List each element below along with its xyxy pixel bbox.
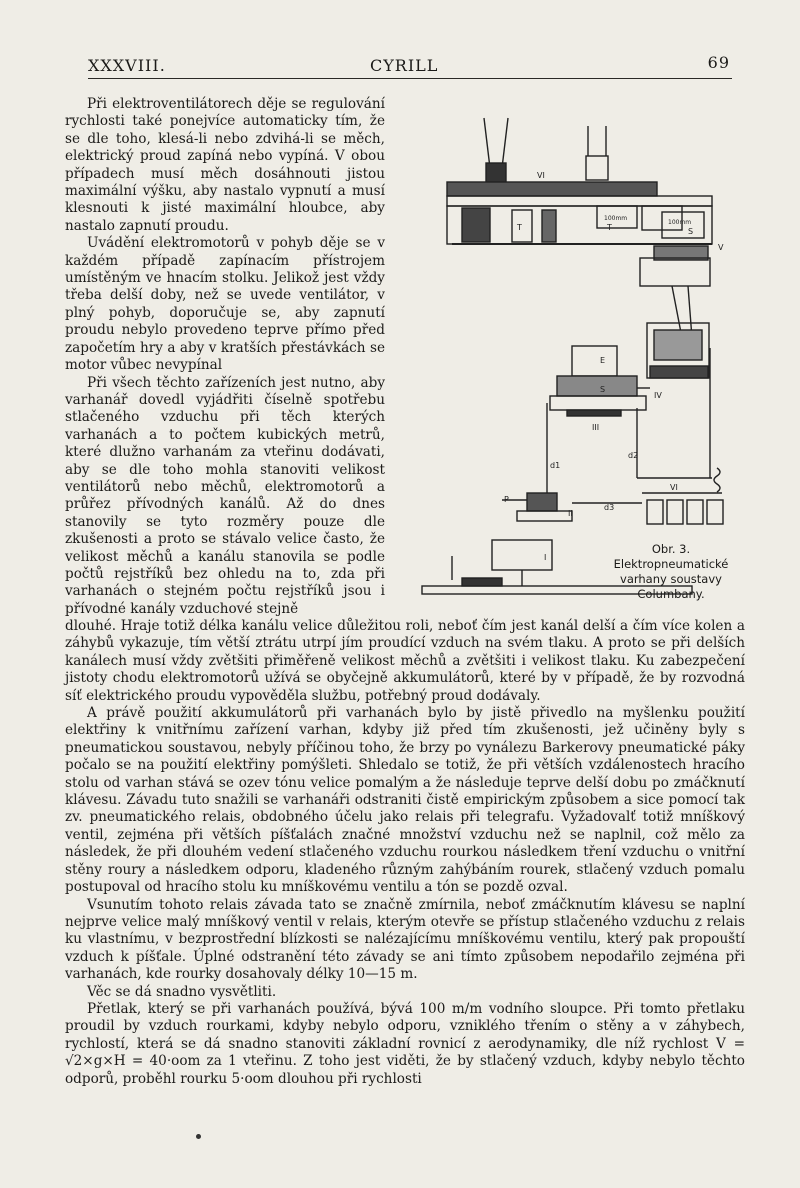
figure-label: V: [718, 243, 724, 252]
paragraph: Při elektroventilátorech děje se regulování rychlosti také ponejvíce automaticky tím, že se dle toho, klesá-li nebo zdvihá-li se měch, elektrický proud zapíná nebo vypíná. V obou případech musí měch dosáhnouti jistou maximální výšku, aby nastalo vypnutí a musí klesnouti k jisté maximální hloubce, aby nastalo zapnutí proudu.: [65, 96, 385, 234]
volume-number: XXXVIII.: [88, 56, 166, 75]
figure-label: II: [568, 509, 573, 518]
figure-label: T: [517, 223, 522, 232]
figure-caption: [596, 542, 746, 602]
figure-label: III: [592, 423, 600, 432]
figure-label: IV: [654, 391, 662, 400]
running-title: CYRILL: [370, 56, 439, 75]
paragraph: Vsunutím tohoto relais závada tato se značně zmírnila, neboť zmáčknutím klávesu se naplní nejprve velice malý mníškový ventil v relais, kterým otevře se přístup stlačeného vzduchu z relais ku vlastnímu, v bezprostřední blízkosti se nalézajícímu mníškovému ventilu, který pak propouští vzduch k píšťale. Úplné odstranění této závady se ani tímto způsobem nepodařilo zejména při varhanách, kde rourky dosahovaly délky 10—15 m.: [65, 896, 745, 983]
figure-label: d1: [550, 461, 561, 470]
figure-label: I: [544, 553, 547, 562]
paragraph: Přetlak, který se při varhanách používá, bývá 100 m/m vodního sloupce. Při tomto přetlaku proudil by vzduch rourkami, kdyby nebylo odporu, vzniklého třením o stěny a v záhybech, rychlostí, která se dá snadno stanoviti základní rovnicí z aerodynamiky, dle níž rychlost V = √2×g×H = 40·oom za 1 vteřinu. Z toho jest viděti, že by stlačený vzduch, kdyby nebylo těchto odporů, proběhl rourku 5·oom dlouhou při rychlosti: [65, 1000, 745, 1087]
figure-label: 100mm: [604, 215, 628, 222]
page-number: 69: [707, 53, 730, 72]
figure-caption-title: Obr. 3.: [651, 542, 691, 556]
paragraph: Uvádění elektromotorů v pohyb děje se v každém případě zapínacím přístrojem umístěným ve hnacím stolku. Jelikož jest vždy třeba delší doby, než se uvede ventilátor, v plný pohyb, doporučuje se, aby zapnutí proudu nebylo provedeno teprve přímo před započetím hry a aby v kratších přestávkách se motor vůbec nevypínal: [65, 235, 385, 374]
running-header: [88, 52, 732, 79]
paragraph: Věc se dá snadno vysvětliti.: [87, 983, 277, 1000]
figure-label: E: [600, 356, 606, 365]
pipe-line: [502, 118, 508, 168]
body-text: [65, 618, 745, 1088]
organ-diagram-figure: [392, 108, 744, 608]
paragraph: A právě použití akkumulátorů při varhanách bylo by jistě přivedlo na myšlenku použití elektřiny k vnitřnímu zařízení varhan, kdyby již před tím zkušenosti, jež učiněny byly s pneumatickou soustavou, nebyly příčinou toho, že brzy po vynálezu Barkerovy pneumatické páky počalo se na použití elektřiny pomýšleti. Shledalo se totiž, že při větších vzdálenostech hracího stolu od varhan stává se ozev tónu velice pomalým a že následuje teprve delší dobu po zmáčknutí klávesu. Závadu tuto snažili se varhanáři odstraniti čistě empirickým způsobem a sice pomocí tak zv. pneumatického relais, obdobného účelu jako relais při telegrafu. Vyžadovalť totiž mníškový ventil, zejména při větších píšťalách značné množství vzduchu než se naplnil, což mělo za následek, že při dlouhém vedení stlačeného vzduchu rourkou následkem tření vzduchu o vnitřní stěny roury a následkem odporu, kladeného různým zahýbáním rourek, stlačený vzduch pomalu postupoval od hracího stolu ku mníškovému ventilu a tón se pozdě ozval.: [65, 705, 745, 896]
figure-label: d2: [628, 451, 639, 460]
left-column-text: [65, 96, 385, 618]
paragraph: Při všech těchto zařízeních jest nutno, aby varhanář dovedl vyjádřiti číselně spotřebu stlačeného vzduchu při těch kterých varhanách a to počtem kubických metrů, které dlužno varhanám za vteřinu dodávati, aby se dle toho mohla stanoviti velikost ventilátorů nebo měchů, elektromotorů a průřez přívodných kanálů. Až do dnes stanovily se tyto rozměry pouze dle zkušenosti a proto se stávalo velice často, že velikost měchů a kanálu stanovila se podle počtů rejstříků bez ohledu na to, zda při varhanách o stejném počtu rejstříků jsou i přívodné kanály vzduchové stejně: [65, 374, 385, 617]
pipe-line: [484, 118, 490, 168]
figure-label: d3: [604, 503, 615, 512]
figure-label: S: [688, 227, 694, 236]
figure-label: T: [607, 223, 612, 232]
ink-dot: [196, 1134, 201, 1139]
figure-label: VI: [537, 171, 545, 180]
figure-label: P: [504, 495, 509, 504]
figure-label: S: [600, 385, 606, 394]
figure-caption-body: Elektropneumatické varhany soustavy Columbany.: [613, 557, 729, 601]
figure-label: VI: [670, 483, 678, 492]
figure-label: 100mm: [668, 219, 692, 226]
paragraph: dlouhé. Hraje totiž délka kanálu velice důležitou roli, neboť čím jest kanál delší a čím více kolen a záhybů vykazuje, tím větší ztrátu utrpí jím proudící vzduch na svém tlaku. A proto se při delších kanálech musí vždy zvětšiti přiměřeně velikost měchů a zvětšiti i velikost tlaku. Ku zabezpečení jistoty chodu elektromotorů užívá se obyčejně akkumulátorů, které by v případě, že by rozvodná síť elektrického proudu vypověděla službu, potřebný proud dodávaly.: [65, 618, 745, 704]
